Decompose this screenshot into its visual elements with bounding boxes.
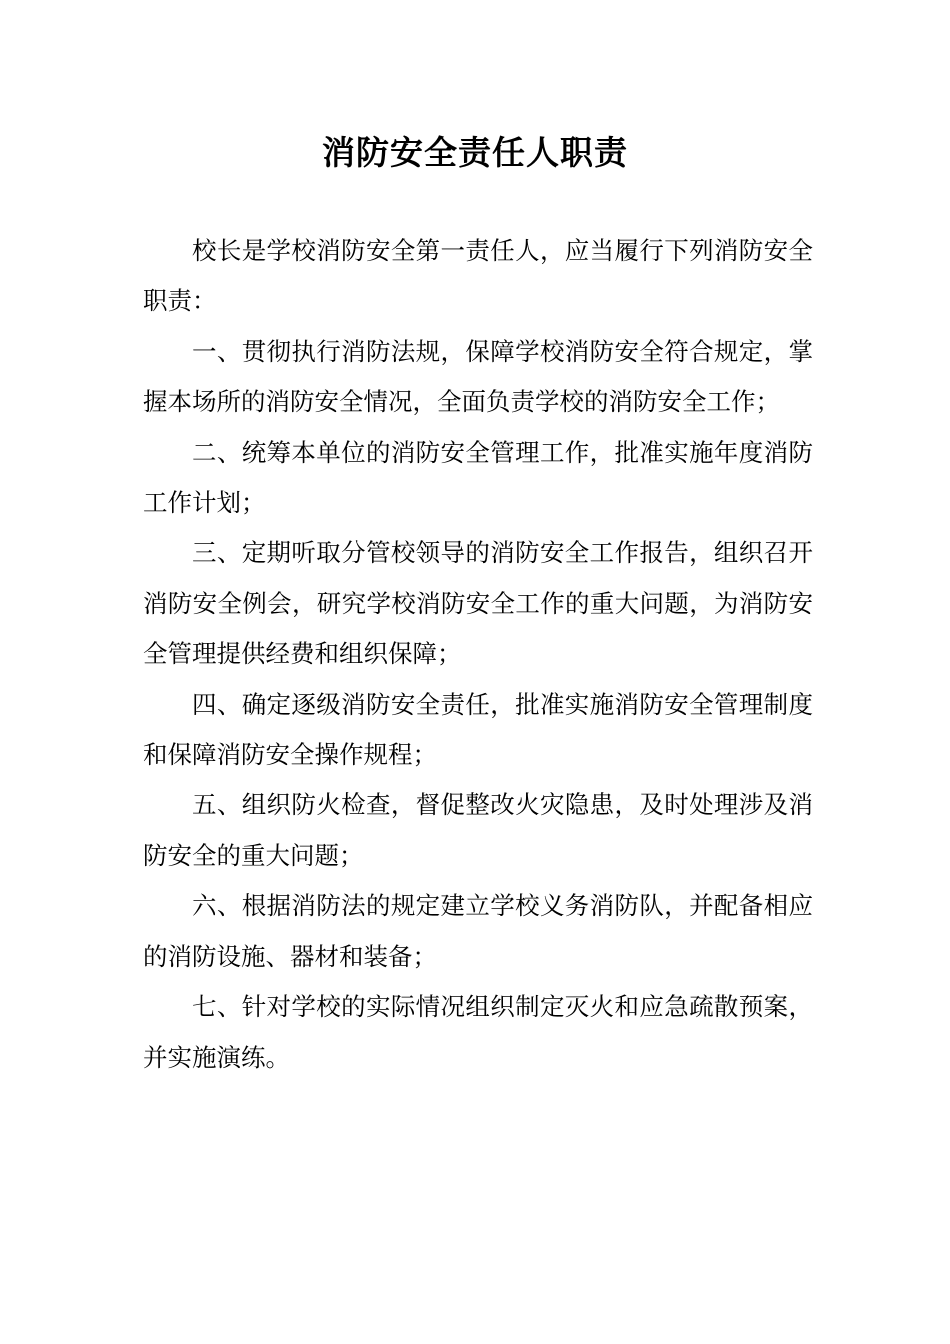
document-body bbox=[143, 226, 813, 1083]
paragraph-intro: 校长是学校消防安全第一责任人，应当履行下列消防安全职责： bbox=[143, 236, 813, 316]
paragraph-item-3: 三、定期听取分管校领导的消防安全工作报告，组织召开消防安全例会，研究学校消防安全工作的重大问题，为消防安全管理提供经费和组织保障； bbox=[143, 538, 813, 669]
paragraph-item-1: 一、贯彻执行消防法规，保障学校消防安全符合规定，掌握本场所的消防安全情况，全面负责学校的消防安全工作； bbox=[143, 336, 813, 417]
paragraph-item-2: 二、统筹本单位的消防安全管理工作，批准实施年度消防工作计划； bbox=[143, 437, 813, 518]
paragraph-item-6: 六、根据消防法的规定建立学校义务消防队，并配备相应的消防设施、器材和装备； bbox=[143, 891, 813, 971]
paragraph-item-5: 五、组织防火检查，督促整改火灾隐患，及时处理涉及消防安全的重大问题； bbox=[143, 790, 813, 870]
paragraph-item-7: 七、针对学校的实际情况组织制定灭火和应急疏散预案，并实施演练。 bbox=[143, 992, 813, 1072]
paragraph-item-4: 四、确定逐级消防安全责任，批准实施消防安全管理制度和保障消防安全操作规程； bbox=[143, 689, 813, 770]
document-title: 消防安全责任人职责 bbox=[322, 133, 628, 172]
